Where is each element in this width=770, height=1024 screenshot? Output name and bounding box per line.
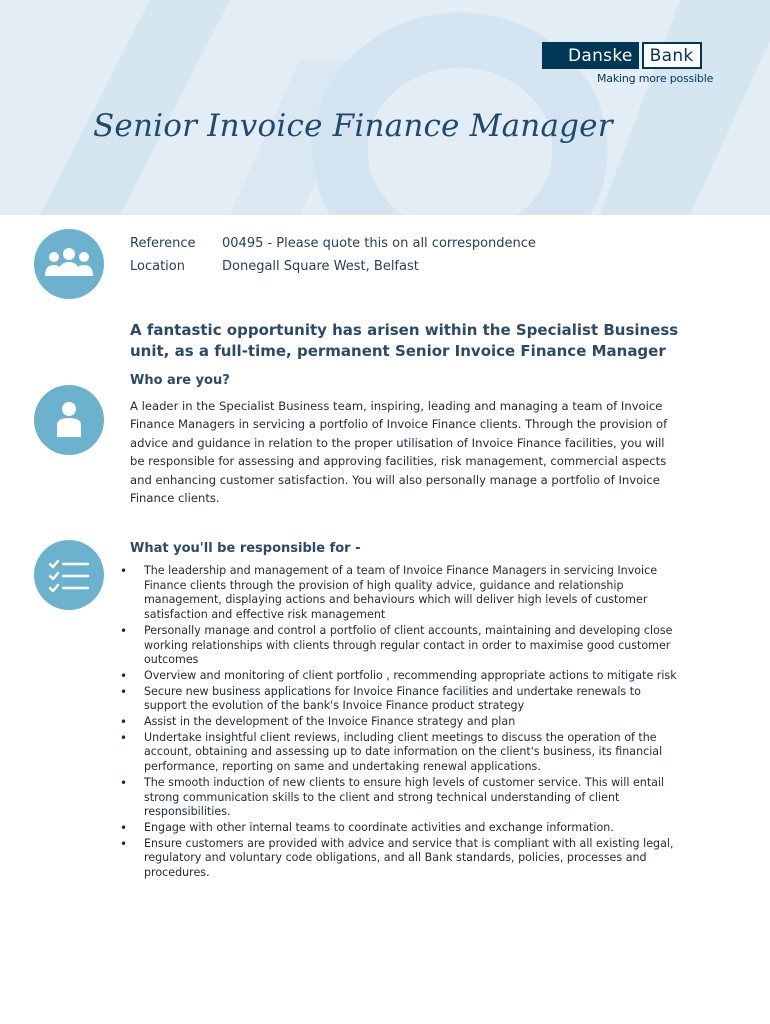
who-are-you-body: A leader in the Specialist Business team, inspiring, leading and managing a team of Invoice Finance Managers in servicing a portfolio of Invoice Finance clients. Through the provision of advice and guidance in relation to the proper utilisation of Invoice Finance facilities, you will be responsible for assessing and approving facilities, risk management, commercial aspects and enhancing customer satisfaction. You will also personally manage a portfolio of Invoice Finance clients. xyxy=(130,399,668,506)
list-item: • The smooth induction of new clients to ensure high levels of customer service. This will entail strong communication skills to the client and strong technical understanding of client responsibilities. xyxy=(120,776,680,820)
list-item: • Assist in the development of the Invoice Finance strategy and plan xyxy=(120,715,680,730)
list-item: • Personally manage and control a portfolio of client accounts, maintaining and developing close working relationships with clients through regular contact in order to maximise good customer outcomes xyxy=(120,624,680,668)
logo-wordmark-left: Danske xyxy=(542,42,639,69)
brand-tagline: Making more possible xyxy=(597,72,714,85)
responsibilities-list xyxy=(120,564,680,882)
reference-label: Reference xyxy=(130,236,196,251)
header-banner xyxy=(0,0,770,215)
location-label: Location xyxy=(130,259,185,274)
list-item: • Engage with other internal teams to coordinate activities and exchange information. xyxy=(120,821,680,836)
logo-wordmark-right: Bank xyxy=(642,42,702,69)
list-item: • Overview and monitoring of client portfolio , recommending appropriate actions to mitigate risk xyxy=(120,669,680,684)
opportunity-headline: A fantastic opportunity has arisen within the Specialist Business unit, as a full-time, permanent Senior Invoice Finance Manager xyxy=(130,321,679,360)
team-icon xyxy=(34,229,104,299)
page-title: Senior Invoice Finance Manager xyxy=(93,108,613,144)
who-are-you-heading: Who are you? xyxy=(130,373,230,388)
danske-bank-logo xyxy=(542,42,702,69)
location-value: Donegall Square West, Belfast xyxy=(222,259,419,274)
list-item: • Secure new business applications for Invoice Finance facilities and undertake renewals to support the evolution of the bank's Invoice Finance product strategy xyxy=(120,685,680,714)
list-item: • Ensure customers are provided with advice and service that is compliant with all existing legal, regulatory and voluntary code obligations, and all Bank standards, policies, processes and procedures. xyxy=(120,837,680,881)
person-icon xyxy=(34,385,104,455)
responsibilities-heading: What you'll be responsible for - xyxy=(130,541,361,556)
checklist-icon xyxy=(34,540,104,610)
list-item: • The leadership and management of a team of Invoice Finance Managers in servicing Invoice Finance clients through the provision of high quality advice, guidance and relationship management, displaying actions and behaviours which will deliver high levels of customer satisfaction and effective risk management xyxy=(120,564,680,623)
reference-value: 00495 - Please quote this on all correspondence xyxy=(222,236,536,251)
list-item: • Undertake insightful client reviews, including client meetings to discuss the operation of the account, obtaining and assessing up to date information on the client's business, its financial performance, reporting on same and undertaking renewal applications. xyxy=(120,731,680,775)
